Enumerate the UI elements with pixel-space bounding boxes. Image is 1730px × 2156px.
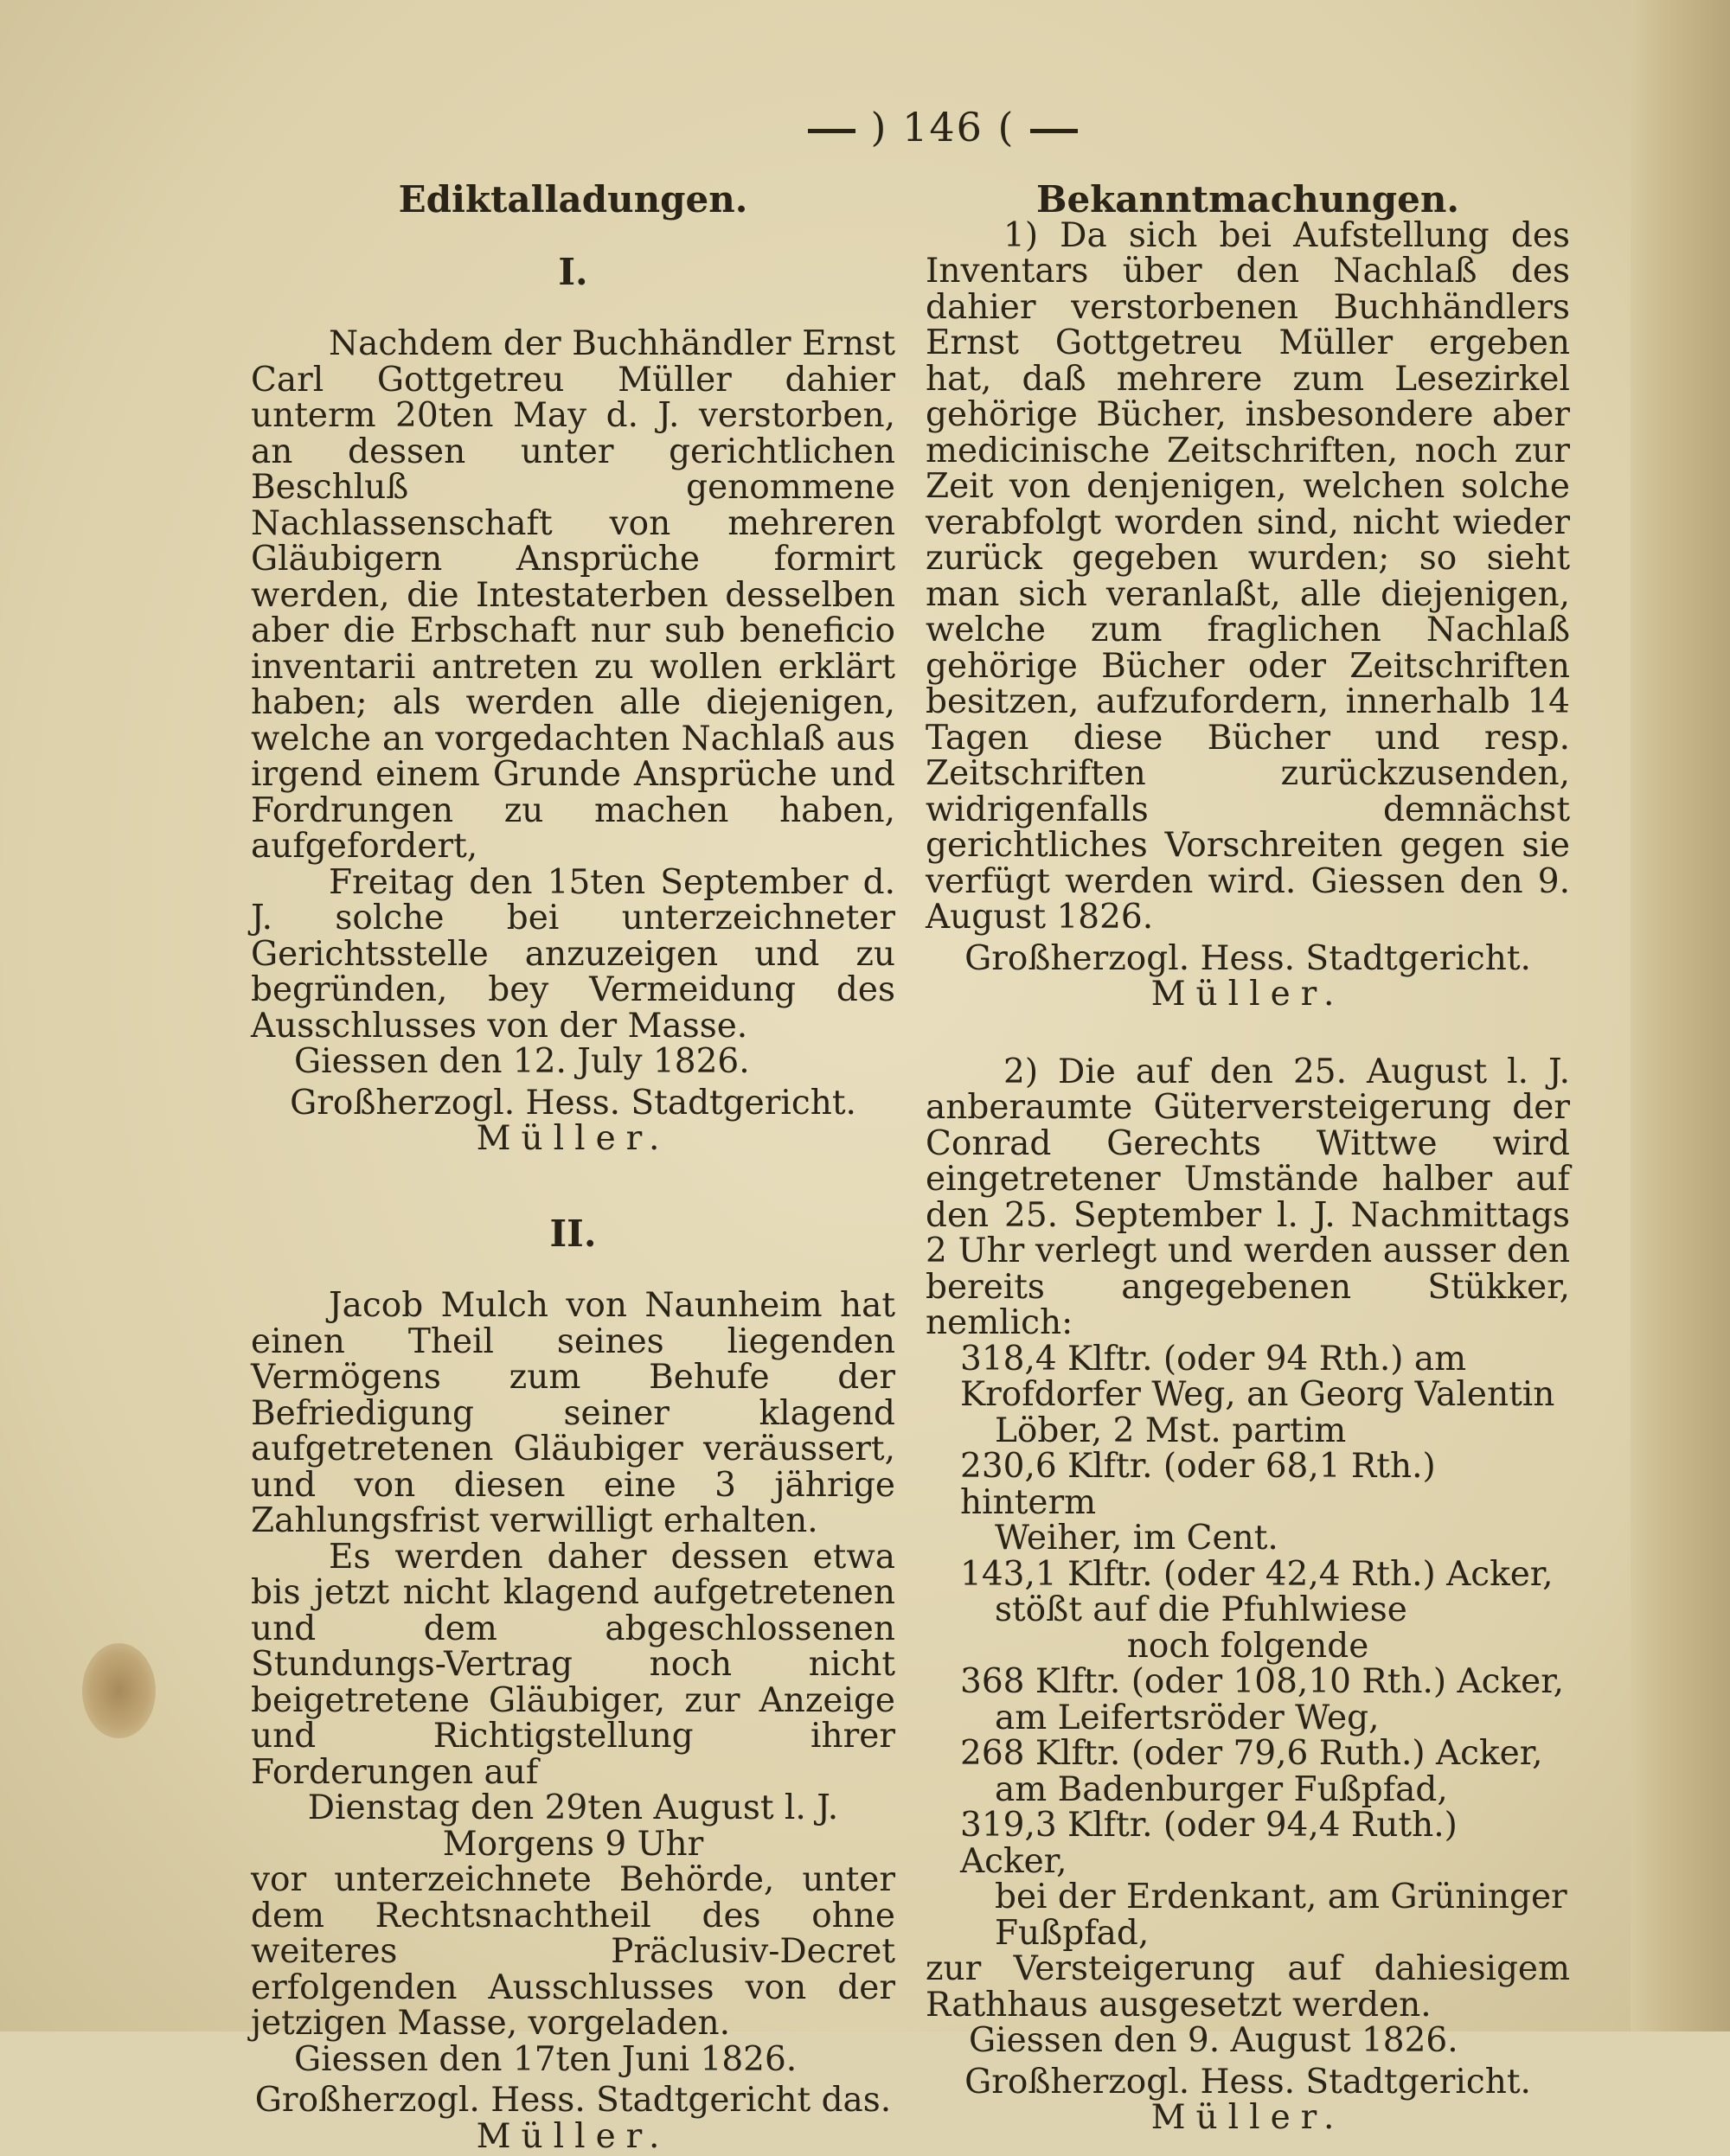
parcel-line: 318,4 Klftr. (oder 94 Rth.) am Krofdorfer Weg, an Georg Valentin	[960, 1339, 1555, 1414]
left-column	[251, 178, 895, 2156]
announcement-2-signature-title: Großherzogl. Hess. Stadtgericht.	[964, 2062, 1531, 2102]
announcement-2-place-date: Giessen den 9. August 1826.	[969, 2021, 1458, 2060]
parcel-item	[926, 1449, 1570, 1557]
parcel-item	[926, 1807, 1570, 1951]
ink-stain	[82, 1643, 156, 1738]
parcel-item	[926, 1554, 1570, 1629]
parcel-line: 230,6 Klftr. (oder 68,1 Rth.) hinterm	[960, 1447, 1436, 1522]
section-heading-ediktalladungen: Ediktalladungen.	[398, 178, 748, 221]
parcel-line-continued: Löber, 2 Mst. partim	[995, 1411, 1347, 1450]
notice-1-date-paragraph: Freitag den 15ten September d. J. solche bei unterzeichneter Gerichtsstelle anzuzeigen und zu begründen, bey Vermeidung des Ausschlusses von der Masse.	[251, 862, 895, 1046]
parcel-subheading: noch folgende	[1126, 1626, 1369, 1666]
notice-1-signature-title: Großherzogl. Hess. Stadtgericht.	[290, 1083, 856, 1123]
announcement-2-text: 2) Die auf den 25. August l. J. anberaumte Güterversteigerung der Conrad Gerechts Wittwe wird eingetretener Umstände halber auf den 25. September l. J. Nachmittags 2 Uhr verlegt und werden ausser den bereits angegebenen Stükker, nemlich:	[926, 1052, 1570, 1342]
announcement-1-text: 1) Da sich bei Aufstellung des Inventars über den Nachlaß des dahier verstorbenen Buchhändlers Ernst Gottgetreu Müller ergeben hat, daß mehrere zum Lesezirkel gehörige Bücher, insbesondere aber medicinische Zeitschriften, noch zur Zeit von denjenigen, welchen solche verabfolgt worden sind, nicht wieder zurück gegeben wurden; so sieht man sich veranlaßt, alle diejenigen, welche zum fraglichen Nachlaß gehörige Bücher oder Zeitschriften besitzen, aufzufordern, innerhalb 14 Tagen diese Bücher und resp. Zeitschriften zurückzusenden, widrigenfalls demnächst gerichtliches Vorschreiten gegen sie verfügt werden wird. Giessen den 9. August 1826.	[926, 215, 1570, 937]
header-dash-left	[808, 129, 855, 133]
page-gutter	[1631, 0, 1730, 2031]
parcel-item	[926, 1341, 1570, 1449]
section-numeral-1: I.	[558, 250, 588, 293]
section-numeral-2: II.	[549, 1212, 597, 1255]
notice-1-signature-name: Müller.	[476, 1119, 670, 1158]
parcel-line: 143,1 Klftr. (oder 42,4 Rth.) Acker,	[960, 1554, 1554, 1594]
notice-2-signature-title: Großherzogl. Hess. Stadtgericht das.	[254, 2081, 892, 2120]
announcement-2-signature-name: Müller.	[1150, 2098, 1345, 2137]
section-heading-bekanntmachungen: Bekanntmachungen.	[1035, 178, 1460, 221]
notice-2-text-2: Es werden daher dessen etwa bis jetzt nicht klagend aufgetretenen und dem abgeschlossenen Stundungs-Vertrag noch nicht beigetretene Gläubiger, zur Anzeige und Richtigstellung ihrer Forderungen auf	[251, 1537, 895, 1792]
notice-2-place-date: Giessen den 17ten Juni 1826.	[294, 2039, 798, 2079]
parcel-item	[926, 1664, 1570, 1736]
parcel-item	[926, 1736, 1570, 1807]
parcel-line-continued: am Badenburger Fußpfad,	[995, 1769, 1448, 1809]
parcel-line-continued: Weiher, im Cent.	[995, 1519, 1278, 1558]
parcel-line: 268 Klftr. (oder 79,6 Ruth.) Acker,	[960, 1734, 1543, 1773]
header-dash-right	[1030, 129, 1078, 133]
notice-2-date-line-1: Dienstag den 29ten August l. J.	[307, 1788, 839, 1827]
announcement-2-closing: zur Versteigerung auf dahiesigem Rathhaus ausgesetzt werden.	[926, 1949, 1570, 2025]
notice-1-text: Nachdem der Buchhändler Ernst Carl Gottgetreu Müller dahier unterm 20ten May d. J. verstorben, an dessen unter gerichtlichen Beschluß genommene Nachlassenschaft von mehreren Gläubigern Ansprüche formirt werden, die Intestaterben desselben aber die Erbschaft nur sub beneficio inventarii antreten zu wollen erklärt haben; als werden alle diejenigen, welche an vorgedachten Nachlaß aus irgend einem Grunde Ansprüche und Fordrungen zu machen haben, aufgefordert,	[251, 324, 895, 866]
announcement-1-signature-title: Großherzogl. Hess. Stadtgericht.	[964, 938, 1531, 978]
right-column	[926, 178, 1570, 2137]
parcel-line-continued: stößt auf die Pfuhlwiese	[995, 1590, 1407, 1629]
notice-2-date-line-2: Morgens 9 Uhr	[442, 1824, 704, 1864]
parcel-line: 319,3 Klftr. (oder 94,4 Ruth.) Acker,	[960, 1806, 1458, 1881]
notice-2-text-3: vor unterzeichnete Behörde, unter dem Rechtsnachtheil des ohne weiteres Präclusiv-Decret erfolgenden Ausschlusses von der jetzigen Masse, vorgeladen.	[251, 1860, 895, 2043]
parcel-list-1	[926, 1341, 1570, 1628]
parcel-line-continued: bei der Erdenkant, am Grüninger Fußpfad,	[995, 1878, 1567, 1953]
notice-2-signature-name: Müller.	[476, 2116, 670, 2156]
notice-2-text-1: Jacob Mulch von Naunheim hat einen Theil seines liegenden Vermögens zum Behufe der Befriedigung seiner klagend aufgetretenen Gläubiger veräussert, und von diesen eine 3 jährige Zahlungsfrist verwilligt erhalten.	[251, 1286, 895, 1540]
parcel-line: 368 Klftr. (oder 108,10 Rth.) Acker,	[960, 1662, 1564, 1701]
page-header	[761, 104, 1124, 150]
parcel-line-continued: am Leifertsröder Weg,	[995, 1698, 1380, 1737]
announcement-1-signature-name: Müller.	[1150, 975, 1345, 1014]
notice-1-place-date: Giessen den 12. July 1826.	[294, 1042, 750, 1081]
page-number: ) 146 (	[870, 104, 1016, 150]
parcel-list-2	[926, 1664, 1570, 1951]
